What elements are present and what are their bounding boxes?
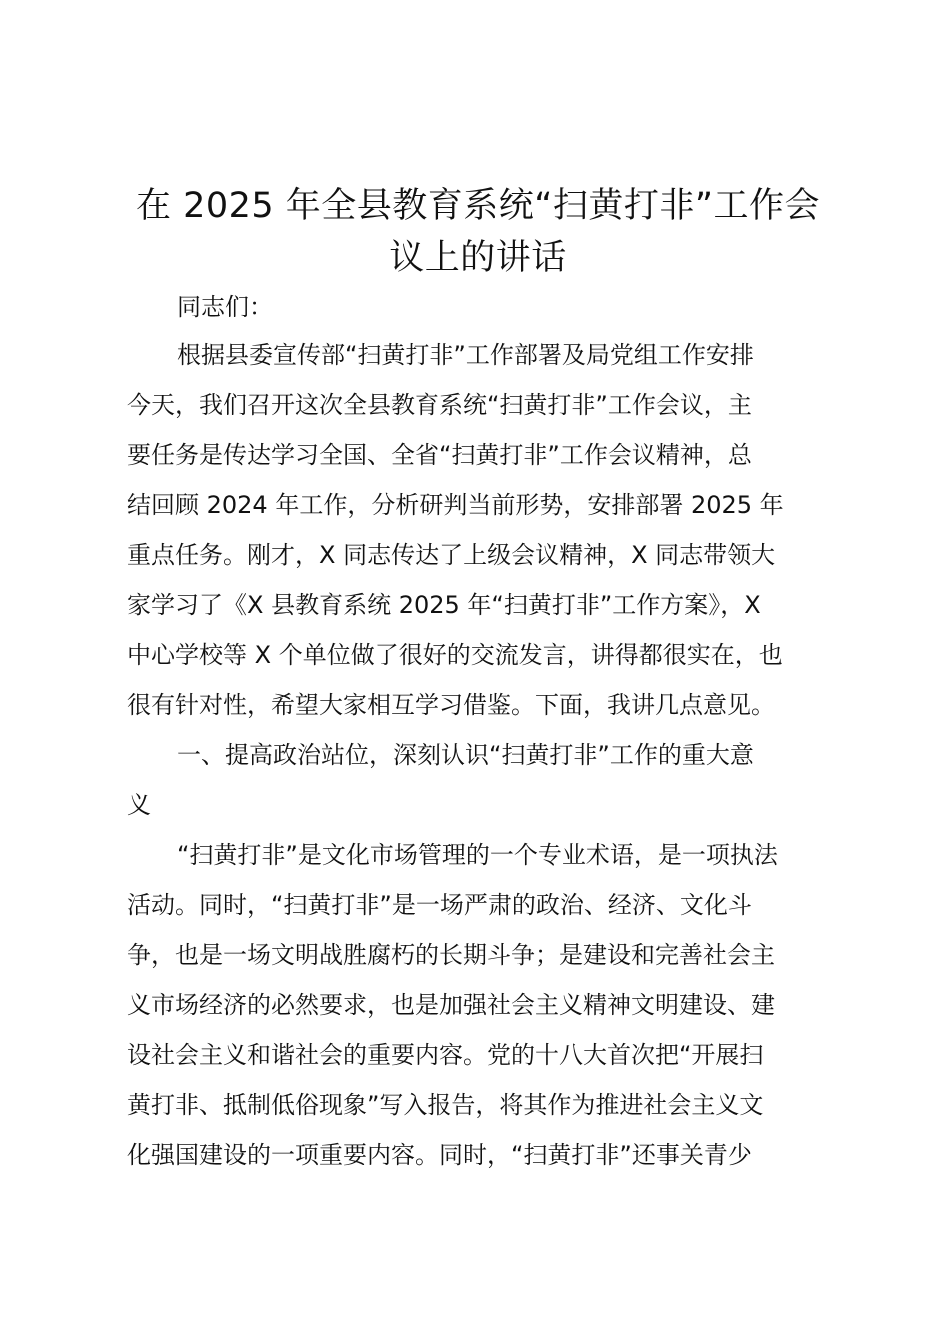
paragraph-line: 家学习了《X 县教育系统 2025 年“扫黄打非”工作方案》，X xyxy=(127,591,761,619)
paragraph-line: 化强国建设的一项重要内容。同时，“扫黄打非”还事关青少 xyxy=(127,1141,752,1169)
paragraph-line: 重点任务。刚才，X 同志传达了上级会议精神，X 同志带领大 xyxy=(127,541,776,569)
paragraph-line: 设社会主义和谐社会的重要内容。党的十八大首次把“开展扫 xyxy=(127,1041,764,1069)
paragraph-line: 义市场经济的必然要求，也是加强社会主义精神文明建设、建 xyxy=(127,991,775,1019)
paragraph-1 xyxy=(127,330,839,730)
salutation xyxy=(127,282,839,332)
paragraph-line: 要任务是传达学习全国、全省“扫黄打非”工作会议精神，总 xyxy=(127,441,752,469)
title-line: 在 2025 年全县教育系统“扫黄打非”工作会 xyxy=(135,186,821,226)
paragraph-line: 根据县委宣传部“扫黄打非”工作部署及局党组工作安排 xyxy=(177,341,754,369)
heading-line: 一、提高政治站位，深刻认识“扫黄打非”工作的重大意 xyxy=(177,741,754,769)
paragraph-line: 争，也是一场文明战胜腐朽的长期斗争；是建设和完善社会主 xyxy=(127,941,775,969)
paragraph-line: 黄打非、抵制低俗现象”写入报告，将其作为推进社会主义文 xyxy=(127,1091,764,1119)
heading-line: 义 xyxy=(127,791,151,819)
paragraph-2 xyxy=(127,830,839,1180)
paragraph-line: 结回顾 2024 年工作，分析研判当前形势，安排部署 2025 年 xyxy=(127,491,784,519)
paragraph-line: 今天，我们召开这次全县教育系统“扫黄打非”工作会议，主 xyxy=(127,391,752,419)
title-line: 议上的讲话 xyxy=(389,238,567,278)
paragraph-line: 活动。同时，“扫黄打非”是一场严肃的政治、经济、文化斗 xyxy=(127,891,752,919)
paragraph-line: 很有针对性，希望大家相互学习借鉴。下面，我讲几点意见。 xyxy=(127,691,775,719)
paragraph-line: 中心学校等 X 个单位做了很好的交流发言，讲得都很实在，也 xyxy=(127,641,783,669)
paragraph-line: “扫黄打非”是文化市场管理的一个专业术语，是一项执法 xyxy=(177,841,778,869)
salutation-text: 同志们： xyxy=(177,293,273,321)
document-title xyxy=(118,180,838,284)
section-heading-1 xyxy=(127,730,839,830)
